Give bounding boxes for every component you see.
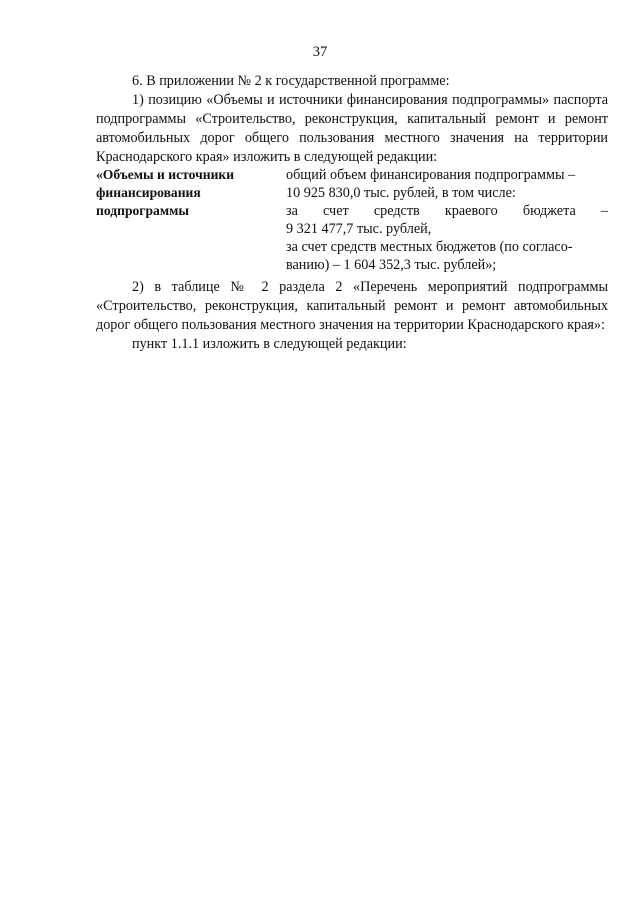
table-left-line: подпрограммы <box>96 203 189 218</box>
financing-table <box>96 166 608 274</box>
table-right-line: за счет средств местных бюджетов (по согласо- <box>286 239 573 255</box>
table-right-line: за счет средств краевого бюджета – <box>286 203 608 219</box>
point-1-1-1-paragraph: пункт 1.1.1 изложить в следующей редакции: <box>132 336 407 352</box>
table-right-line: 10 925 830,0 тыс. рублей, в том числе: <box>286 185 516 201</box>
after-section <box>96 278 608 354</box>
sub-item-2-paragraph: 2) в таблице № 2 раздела 2 «Перечень мероприятий подпрограммы «Строительство, реконструкция, капитальный ремонт и ремонт автомобильных дорог общего пользования местного значения на территории Краснодарского края»: <box>96 279 608 333</box>
table-right-line: ванию) – 1 604 352,3 тыс. рублей»; <box>286 257 497 273</box>
table-left-line: «Объемы и источники <box>96 167 235 182</box>
table-left-label <box>96 166 286 274</box>
table-right-line: общий объем финансирования подпрограммы – <box>286 167 576 183</box>
item-6-paragraph: 6. В приложении № 2 к государственной программе: <box>132 73 450 89</box>
table-right-values <box>286 166 608 274</box>
sub-item-1-paragraph: 1) позицию «Объемы и источники финансирования подпрограммы» паспорта подпрограммы «Строительство, реконструкция, капитальный ремонт и ремонт автомобильных дорог общего пользования местного значения на территории Краснодарского края» изложить в следующей редакции: <box>96 92 608 165</box>
intro-section <box>96 72 608 167</box>
table-left-line: финансирования <box>96 185 201 200</box>
table-right-line: 9 321 477,7 тыс. рублей, <box>286 221 432 237</box>
page-number: 37 <box>312 44 328 60</box>
